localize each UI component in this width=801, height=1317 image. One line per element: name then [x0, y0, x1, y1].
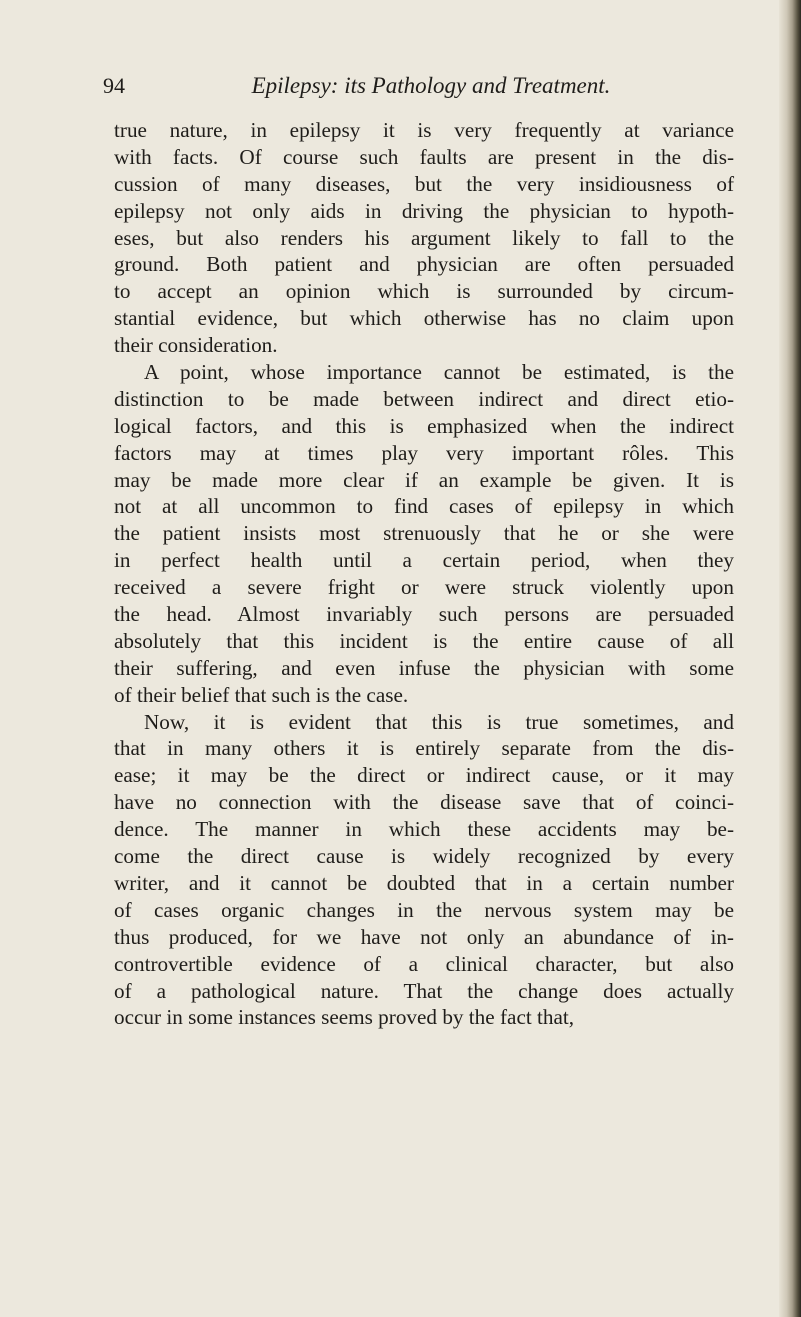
text-line: absolutely that this incident is the entire cause of all	[114, 628, 734, 653]
text-line: writer, and it cannot be doubted that in a certain number	[114, 870, 734, 895]
text-line: their suffering, and even infuse the physician with some	[114, 655, 734, 680]
text-line: distinction to be made between indirect and direct etio-	[114, 386, 734, 411]
text-line: cussion of many diseases, but the very insidiousness of	[114, 171, 734, 196]
text-line: of cases organic changes in the nervous system may be	[114, 897, 734, 922]
text-line: their consideration.	[114, 333, 278, 358]
text-line: that in many others it is entirely separate from the dis-	[114, 736, 734, 761]
text-line: true nature, in epilepsy it is very frequently at variance	[114, 118, 734, 142]
text-line: come the direct cause is widely recognized by every	[114, 844, 734, 869]
body-text	[114, 117, 734, 1031]
text-line: A point, whose importance cannot be estimated, is the	[144, 360, 734, 385]
text-line: Now, it is evident that this is true sometimes, and	[144, 709, 734, 734]
text-line: in perfect health until a certain period, when they	[114, 548, 734, 573]
text-line: dence. The manner in which these accidents may be-	[114, 817, 734, 842]
text-line: of a pathological nature. That the change does actually	[114, 978, 734, 1003]
page-header	[103, 66, 723, 106]
text-line: ease; it may be the direct or indirect cause, or it may	[114, 763, 734, 788]
text-line: may be made more clear if an example be given. It is	[114, 467, 734, 492]
page-number: 94	[103, 73, 125, 98]
text-line: the head. Almost invariably such persons are persuaded	[114, 602, 734, 627]
running-title: Epilepsy: its Pathology and Treatment.	[251, 73, 611, 98]
text-line: occur in some instances seems proved by the fact that,	[114, 1005, 575, 1030]
text-line: with facts. Of course such faults are present in the dis-	[114, 144, 734, 169]
text-line: to accept an opinion which is surrounded by circum-	[114, 279, 734, 304]
text-line: logical factors, and this is emphasized when the indirect	[114, 413, 734, 438]
text-line: ground. Both patient and physician are often persuaded	[114, 252, 734, 277]
text-line: of their belief that such is the case.	[114, 682, 409, 707]
text-line: thus produced, for we have not only an abundance of in-	[114, 924, 734, 949]
text-line: have no connection with the disease save that of coinci-	[114, 790, 734, 815]
text-line: stantial evidence, but which otherwise has no claim upon	[114, 306, 734, 331]
text-line: factors may at times play very important rôles. This	[114, 440, 734, 465]
text-line: controvertible evidence of a clinical character, but also	[114, 951, 734, 976]
text-line: the patient insists most strenuously that he or she were	[114, 521, 734, 546]
text-line: epilepsy not only aids in driving the physician to hypoth-	[114, 198, 734, 223]
text-line: eses, but also renders his argument likely to fall to the	[114, 225, 734, 250]
text-line: received a severe fright or were struck violently upon	[114, 575, 734, 600]
page-binding-edge	[779, 0, 801, 1317]
text-line: not at all uncommon to find cases of epilepsy in which	[114, 494, 734, 519]
